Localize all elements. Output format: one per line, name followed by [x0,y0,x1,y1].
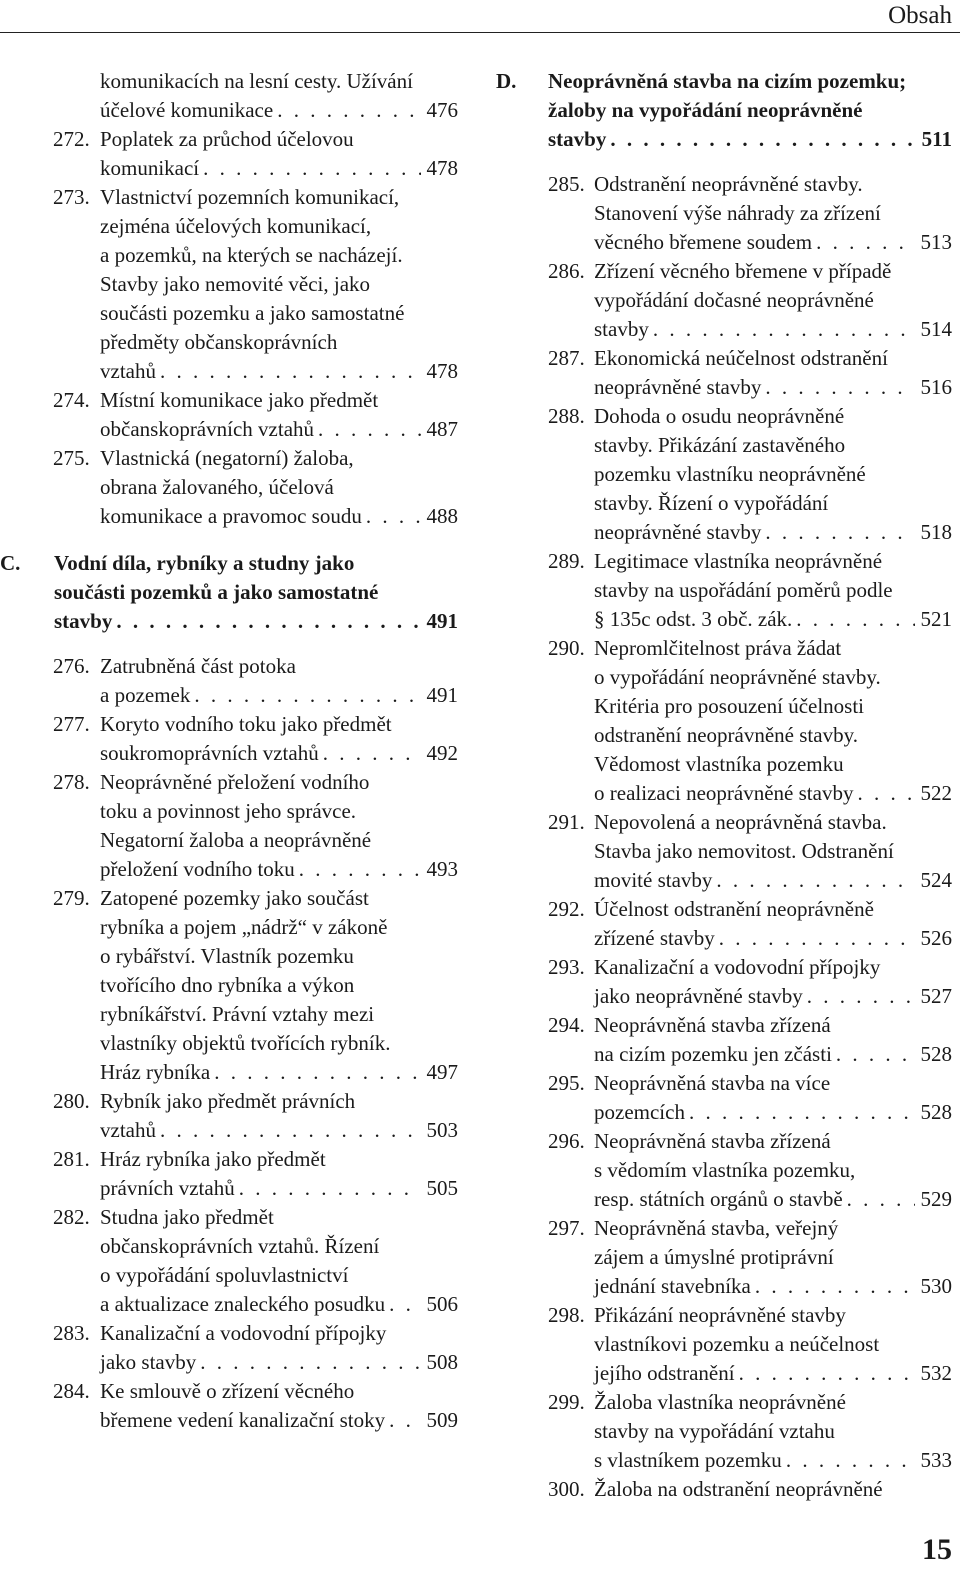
entry-leader-line [100,1174,458,1203]
entry-text-line: Zatopené pozemky jako součást [100,886,369,910]
entry-text-line: vztahů [100,359,156,383]
entry-number: 279. [53,886,90,910]
entry-text-line: Neoprávněná stavba na více [594,1071,831,1095]
entry-leader-line [100,1116,458,1145]
leader-dots [653,315,915,344]
leader-dots [203,154,420,183]
toc-right-column [496,67,952,1504]
toc-entry [496,634,952,808]
header-rule [0,32,960,33]
entry-page-number: 508 [426,1350,458,1374]
entry-leader-line [100,96,458,125]
leader-dots [318,415,420,444]
entry-number: 300. [548,1477,585,1501]
entry-page-number: 476 [426,98,458,122]
entry-text-line: a aktualizace znaleckého posudku [100,1292,386,1316]
toc-entry [0,444,458,531]
entry-text-line: vlastníky objektů tvořících rybník. [100,1031,391,1055]
entry-page-number: 493 [426,857,458,881]
entry-number: 280. [53,1089,90,1113]
entry-page-number: 509 [426,1408,458,1432]
entry-text-line: občanskoprávních vztahů [100,417,315,441]
entry-number: 294. [548,1013,585,1037]
toc-section [496,67,952,154]
entry-page-number: 528 [920,1042,952,1066]
entry-text-line: součásti pozemku a jako samostatné [100,301,405,325]
entry-text-line: vlastníkovi pozemku a neúčelnost [594,1332,880,1356]
leader-dots [796,605,914,634]
entry-page-number: 492 [426,741,458,765]
entry-text-line: Nepromlčitelnost práva žádat [594,636,842,660]
leader-dots [323,739,421,768]
entry-text-line: Zřízení věcného břemene v případě [594,259,892,283]
entry-page-number: 533 [920,1448,952,1472]
leader-dots [160,357,421,386]
leader-dots [836,1040,915,1069]
header-title: Obsah [888,2,952,29]
entry-leader-line [594,1446,952,1475]
entry-text-line: jako neoprávněné stavby [594,984,803,1008]
entry-number: 272. [53,127,90,151]
entry-text-line: stavby na uspořádání poměrů podle [594,578,893,602]
entry-number: 284. [53,1379,90,1403]
toc-entry [496,1475,952,1504]
toc-entry [496,402,952,547]
leader-dots [807,982,915,1011]
toc-section [0,549,458,636]
entry-page-number: 478 [426,156,458,180]
entry-leader-line [100,502,458,531]
entry-page-number: 505 [426,1176,458,1200]
entry-text-line: odstranění neoprávněné stavby. [594,723,858,747]
toc-entry [496,257,952,344]
entry-text-line: o vypořádání neoprávněné stavby. [594,665,881,689]
entry-text-line: Ekonomická neúčelnost odstranění [594,346,888,370]
entry-text-line: s vědomím vlastníka pozemku, [594,1158,856,1182]
entry-page-number: 516 [920,375,952,399]
section-letter: D. [496,69,517,93]
entry-text-line: Rybník jako předmět právních [100,1089,356,1113]
toc-entry [496,953,952,1011]
entry-page-number: 478 [426,359,458,383]
entry-text-line: na cizím pozemku jen zčásti [594,1042,832,1066]
leader-dots [739,1359,915,1388]
toc-entry [0,768,458,884]
toc-entry [0,1087,458,1145]
leader-dots [716,866,914,895]
entry-text-line: zejména účelových komunikací, [100,214,372,238]
entry-number: 293. [548,955,585,979]
entry-leader-line [100,357,458,386]
entry-leader-line [594,924,952,953]
entry-number: 274. [53,388,90,412]
entry-text-line: Stanovení výše náhrady za zřízení [594,201,881,225]
entry-text-line: Hráz rybníka [100,1060,211,1084]
toc-entry [496,1011,952,1069]
entry-leader-line [54,607,458,636]
entry-text-line: s vlastníkem pozemku [594,1448,782,1472]
leader-dots [689,1098,915,1127]
entry-text-line: Hráz rybníka jako předmět [100,1147,326,1171]
leader-dots [847,1185,915,1214]
entry-text-line: stavby na vypořádání vztahu [594,1419,835,1443]
entry-page-number: 530 [920,1274,952,1298]
entry-leader-line [100,681,458,710]
entry-page-number: 503 [426,1118,458,1142]
entry-page-number: 491 [426,609,458,633]
leader-dots [816,228,914,257]
toc-entry [0,1145,458,1203]
entry-text-line: Účelnost odstranění neoprávněně [594,897,874,921]
entry-leader-line [100,415,458,444]
leader-dots [239,1174,421,1203]
entry-number: 278. [53,770,90,794]
entry-text-line: Vlastnická (negatorní) žaloba, [100,446,354,470]
entry-number: 277. [53,712,90,736]
entry-text-line: občanskoprávních vztahů. Řízení [100,1234,380,1258]
entry-leader-line [100,739,458,768]
toc-left-column [0,67,458,1435]
entry-page-number: 529 [920,1187,952,1211]
entry-leader-line [100,1406,458,1435]
entry-text-line: Vlastnictví pozemních komunikací, [100,185,400,209]
entry-text-line: Ke smlouvě o zřízení věcného [100,1379,355,1403]
entry-number: 292. [548,897,585,921]
toc-entry [0,386,458,444]
toc-entry [0,884,458,1087]
entry-text-line: resp. státních orgánů o stavbě [594,1187,843,1211]
entry-number: 295. [548,1071,585,1095]
entry-text-line: stavby [548,127,607,151]
entry-page-number: 528 [920,1100,952,1124]
entry-text-line: Negatorní žaloba a neoprávněné [100,828,372,852]
entry-text-line: rybníkářství. Právní vztahy mezi [100,1002,375,1026]
toc-entry [0,125,458,183]
entry-leader-line [594,373,952,402]
entry-text-line: komunikace a pravomoc soudu [100,504,362,528]
entry-text-line: jako stavby [100,1350,197,1374]
leader-dots [299,855,421,884]
entry-text-line: Zatrubněná část potoka [100,654,296,678]
toc-entry [496,170,952,257]
entry-page-number: 524 [920,868,952,892]
entry-leader-line [594,605,952,634]
entry-text-line: účelové komunikace [100,98,274,122]
entry-number: 296. [548,1129,585,1153]
entry-text-line: o realizaci neoprávněné stavby [594,781,854,805]
entry-page-number: 527 [920,984,952,1008]
entry-text-line: toku a povinnost jeho správce. [100,799,357,823]
entry-text-line: vztahů [100,1118,156,1142]
leader-dots [194,681,420,710]
entry-leader-line [594,1040,952,1069]
entry-leader-line [594,1359,952,1388]
entry-text-line: Neoprávněná stavba na cizím pozemku; [548,69,907,93]
entry-text-line: stavby [54,609,113,633]
entry-number: 297. [548,1216,585,1240]
entry-leader-line [594,779,952,808]
entry-page-number: 506 [426,1292,458,1316]
entry-text-line: a pozemků, na kterých se nacházejí. [100,243,403,267]
entry-number: 285. [548,172,585,196]
toc-entry [0,1319,458,1377]
entry-leader-line [594,866,952,895]
entry-text-line: rybníka a pojem „nádrž“ v zákoně [100,915,388,939]
entry-text-line: obrana žalovaného, účelová [100,475,334,499]
entry-text-line: Kanalizační a vodovodní přípojky [594,955,881,979]
entry-text-line: žaloby na vypořádání neoprávněné [548,98,863,122]
leader-dots [116,607,420,636]
entry-text-line: Neoprávněná stavba zřízená [594,1013,831,1037]
entry-text-line: Stavby jako nemovité věci, jako [100,272,371,296]
entry-number: 289. [548,549,585,573]
entry-page-number: 522 [920,781,952,805]
entry-text-line: věcného břemene soudem [594,230,813,254]
entry-text-line: přeložení vodního toku [100,857,295,881]
entry-text-line: Přikázání neoprávněné stavby [594,1303,846,1327]
leader-dots [857,779,914,808]
entry-text-line: Odstranění neoprávněné stavby. [594,172,863,196]
entry-number: 282. [53,1205,90,1229]
entry-text-line: Neoprávněné přeložení vodního [100,770,370,794]
entry-leader-line [548,125,952,154]
entry-text-line: břemene vedení kanalizační stoky [100,1408,386,1432]
section-letter: C. [0,551,21,575]
leader-dots [765,518,914,547]
entry-text-line: Nepovolená a neoprávněná stavba. [594,810,887,834]
entry-leader-line [594,1098,952,1127]
entry-text-line: stavby [594,317,649,341]
entry-number: 275. [53,446,90,470]
entry-leader-line [100,1290,458,1319]
toc-entry [496,895,952,953]
entry-text-line: stavby. Přikázání zastavěného [594,433,846,457]
entry-number: 288. [548,404,585,428]
leader-dots [755,1272,915,1301]
entry-text-line: Místní komunikace jako předmět [100,388,379,412]
entry-leader-line [594,982,952,1011]
entry-number: 287. [548,346,585,370]
leader-dots [610,125,915,154]
entry-text-line: zájem a úmyslné protiprávní [594,1245,834,1269]
entry-text-line: Žaloba na odstranění neoprávněné [594,1477,883,1501]
leader-dots [786,1446,915,1475]
entry-text-line: Kritéria pro posouzení účelnosti [594,694,865,718]
toc-entry [496,1301,952,1388]
entry-text-line: neoprávněné stavby [594,375,762,399]
entry-text-line: Kanalizační a vodovodní přípojky [100,1321,387,1345]
entry-number: 276. [53,654,90,678]
entry-page-number: 514 [920,317,952,341]
entry-number: 290. [548,636,585,660]
entry-text-line: komunikacích na lesní cesty. Užívání [100,69,413,93]
entry-leader-line [594,1272,952,1301]
entry-leader-line [594,518,952,547]
toc-entry [496,547,952,634]
entry-page-number: 532 [920,1361,952,1385]
entry-page-number: 491 [426,683,458,707]
entry-leader-line [594,228,952,257]
entry-page-number: 526 [920,926,952,950]
entry-text-line: Stavba jako nemovitost. Odstranění [594,839,894,863]
entry-text-line: Neoprávněná stavba, veřejný [594,1216,839,1240]
entry-text-line: pozemku vlastníku neoprávněné [594,462,866,486]
leader-dots [765,373,914,402]
entry-text-line: Žaloba vlastníka neoprávněné [594,1390,846,1414]
entry-text-line: § 135c odst. 3 obč. zák. [594,607,793,631]
entry-text-line: movité stavby [594,868,713,892]
entry-text-line: Koryto vodního toku jako předmět [100,712,392,736]
entry-text-line: pozemcích [594,1100,685,1124]
entry-text-line: soukromoprávních vztahů [100,741,319,765]
toc-entry [496,1388,952,1475]
entry-number: 286. [548,259,585,283]
leader-dots [277,96,420,125]
toc-entry [0,1377,458,1435]
leader-dots [389,1290,420,1319]
toc-entry [496,1127,952,1214]
leader-dots [200,1348,420,1377]
entry-text-line: právních vztahů [100,1176,235,1200]
toc-entry [0,652,458,710]
toc-entry [0,67,458,125]
entry-text-line: a pozemek [100,683,191,707]
entry-leader-line [594,315,952,344]
entry-text-line: neoprávněné stavby [594,520,762,544]
toc-entry [0,710,458,768]
leader-dots [214,1058,420,1087]
entry-text-line: tvořícího dno rybníka a výkon [100,973,355,997]
page-number: 15 [922,1533,952,1566]
entry-text-line: součásti pozemků a jako samostatné [54,580,379,604]
entry-leader-line [100,154,458,183]
entry-page-number: 488 [426,504,458,528]
entry-number: 283. [53,1321,90,1345]
entry-text-line: komunikací [100,156,200,180]
entry-text-line: předměty občanskoprávních [100,330,338,354]
entry-page-number: 518 [920,520,952,544]
leader-dots [366,502,421,531]
entry-text-line: Vodní díla, rybníky a studny jako [54,551,355,575]
entry-number: 273. [53,185,90,209]
toc-entry [496,344,952,402]
entry-page-number: 513 [920,230,952,254]
toc-entry [496,1069,952,1127]
toc-entry [496,808,952,895]
entry-text-line: Studna jako předmět [100,1205,274,1229]
entry-text-line: Legitimace vlastníka neoprávněné [594,549,883,573]
entry-text-line: jejího odstranění [594,1361,735,1385]
entry-leader-line [100,1058,458,1087]
entry-text-line: o vypořádání spoluvlastnictví [100,1263,349,1287]
entry-text-line: Neoprávněná stavba zřízená [594,1129,831,1153]
entry-number: 281. [53,1147,90,1171]
entry-page-number: 487 [426,417,458,441]
entry-number: 291. [548,810,585,834]
entry-text-line: o rybářství. Vlastník pozemku [100,944,354,968]
entry-leader-line [594,1185,952,1214]
toc-entry [0,1203,458,1319]
entry-page-number: 521 [920,607,952,631]
leader-dots [719,924,915,953]
entry-leader-line [100,855,458,884]
leader-dots [389,1406,420,1435]
entry-text-line: Poplatek za průchod účelovou [100,127,354,151]
leader-dots [160,1116,421,1145]
entry-page-number: 497 [426,1060,458,1084]
entry-leader-line [100,1348,458,1377]
entry-text-line: vypořádání dočasné neoprávněné [594,288,874,312]
entry-text-line: jednání stavebníka [594,1274,751,1298]
entry-text-line: stavby. Řízení o vypořádání [594,491,829,515]
toc-entry [496,1214,952,1301]
toc-entry [0,183,458,386]
entry-number: 299. [548,1390,585,1414]
entry-text-line: Vědomost vlastníka pozemku [594,752,844,776]
entry-page-number: 511 [921,127,952,151]
entry-text-line: Dohoda o osudu neoprávněné [594,404,845,428]
entry-number: 298. [548,1303,585,1327]
entry-text-line: zřízené stavby [594,926,715,950]
